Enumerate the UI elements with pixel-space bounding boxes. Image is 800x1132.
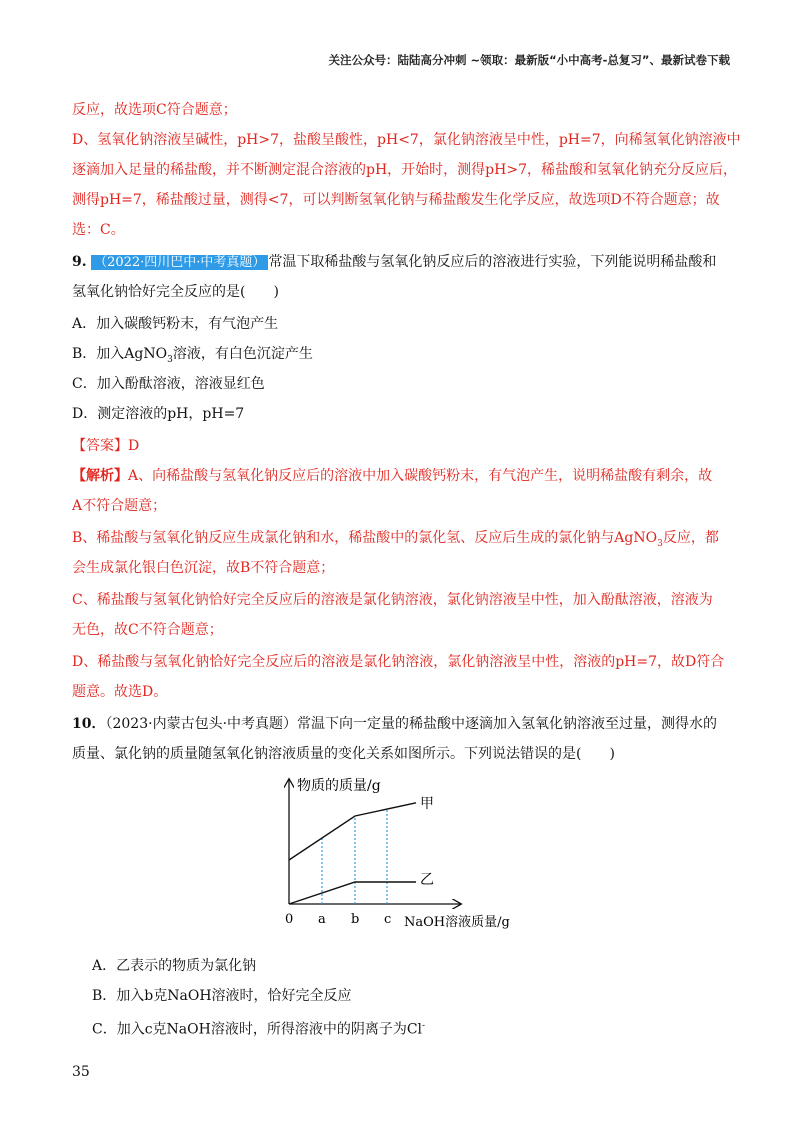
q9-analysis-b-sub: 3	[657, 538, 663, 549]
q9-stem-text: 常温下取稀盐酸与氢氧化钠反应后的溶液进行实验，下列能说明稀盐酸和	[268, 254, 717, 270]
prev-line-4: 测得pH=7，稀盐酸过量，测得<7，可以判断氢氧化钠与稀盐酸发生化学反应，故选项D不符合题意；故	[72, 192, 720, 208]
q9-option-b-sub: 3	[167, 354, 173, 365]
q9-option-c: C．加入酚酞溶液，溶液显红色	[72, 376, 265, 392]
q10-stem-text: 常温下向一定量的稀盐酸中逐滴加入氢氧化钠溶液至过量，测得水的	[297, 716, 718, 732]
q9-analysis-a-1	[72, 466, 712, 486]
q9-analysis-tag: 【解析】	[72, 468, 128, 484]
q10-chart	[0, 770, 800, 950]
series-label-jia: 甲	[420, 796, 434, 812]
q10-stem-line-1	[72, 714, 717, 734]
q10-number: 10．	[72, 716, 106, 732]
q9-source-tag: （2022·四川巴中·中考真题）	[91, 255, 268, 270]
y-axis-label: 物质的质量/g	[297, 778, 381, 794]
q10-option-b: B．加入b克NaOH溶液时，恰好完全反应	[92, 988, 352, 1004]
q10-source: （2023·内蒙古包头·中考真题）	[105, 716, 298, 732]
x-axis-label: NaOH溶液质量/g	[404, 915, 510, 930]
q9-option-b-rest: 溶液，有白色沉淀产生	[172, 346, 313, 362]
q9-analysis-c-1: C、稀盐酸与氢氧化钠恰好完全反应后的溶液是氯化钠溶液，氯化钠溶液呈中性，加入酚酞溶液，溶液为	[72, 592, 713, 608]
series-line-jia	[289, 803, 416, 860]
page-header: 关注公众号：陆陆高分冲刺 ~领取：最新版“小中高考-总复习”、最新试卷下载	[328, 53, 730, 67]
series-line-yi	[289, 882, 416, 904]
q9-stem-line-1	[72, 252, 716, 273]
q9-option-a: A．加入碳酸钙粉末，有气泡产生	[72, 316, 279, 332]
q10-option-c-sup: -	[422, 1021, 426, 1031]
q9-analysis-b-1	[72, 528, 719, 554]
q9-analysis-d-2: 题意。故选D。	[72, 684, 168, 700]
q9-analysis-b-2: 会生成氯化银白色沉淀，故B不符合题意；	[72, 560, 335, 576]
prev-line-2: D、氢氧化钠溶液呈碱性，pH>7，盐酸呈酸性，pH<7，氯化钠溶液呈中性，pH=7，向稀氢氧化钠溶液中	[72, 132, 741, 148]
x-tick-b: b	[351, 912, 360, 927]
prev-line-1: 反应，故选项C符合题意；	[72, 102, 237, 118]
q9-stem-line-2: 氢氧化钠恰好完全反应的是( )	[72, 284, 279, 300]
x-tick-0: 0	[285, 912, 294, 927]
chart-marks	[289, 803, 416, 904]
q9-analysis-a-2: A不符合题意；	[72, 498, 167, 514]
q10-option-a: A．乙表示的物质为氯化钠	[92, 958, 257, 974]
q9-analysis-d-1: D、稀盐酸与氢氧化钠恰好完全反应后的溶液是氯化钠溶液，氯化钠溶液呈中性，溶液的pH=7，故D符合	[72, 654, 725, 670]
series-label-yi: 乙	[420, 872, 434, 888]
q9-option-d: D．测定溶液的pH，pH=7	[72, 406, 245, 422]
q9-answer: 【答案】D	[72, 438, 140, 454]
x-tick-a: a	[318, 912, 326, 927]
q9-analysis-b-text: B、稀盐酸与氢氧化钠反应生成氯化钠和水，稀盐酸中的氯化氢、反应后生成的氯化钠与AgNO	[72, 530, 658, 546]
prev-line-3: 逐滴加入足量的稀盐酸，并不断测定混合溶液的pH，开始时，测得pH>7，稀盐酸和氢氧化钠充分反应后，	[72, 162, 737, 178]
q10-stem-line-2: 质量、氯化钠的质量随氢氧化钠溶液质量的变化关系如图所示。下列说法错误的是( )	[72, 746, 615, 762]
x-tick-c: c	[384, 912, 392, 927]
q9-analysis-c-2: 无色，故C不符合题意；	[72, 622, 223, 638]
q9-number: 9.	[72, 254, 87, 270]
page-number: 35	[72, 1064, 90, 1080]
q9-analysis-a-text: A、向稀盐酸与氢氧化钠反应后的溶液中加入碳酸钙粉末，有气泡产生，说明稀盐酸有剩余，故	[128, 468, 713, 484]
q9-option-b-text: B．加入AgNO	[72, 346, 168, 362]
q10-option-c-text: C．加入c克NaOH溶液时，所得溶液中的阴离子为Cl	[92, 1021, 423, 1038]
q10-option-c	[92, 1016, 425, 1040]
q9-analysis-b-rest: 反应，都	[662, 530, 719, 546]
prev-line-5: 选：C。	[72, 222, 125, 238]
q9-option-b	[72, 344, 313, 370]
